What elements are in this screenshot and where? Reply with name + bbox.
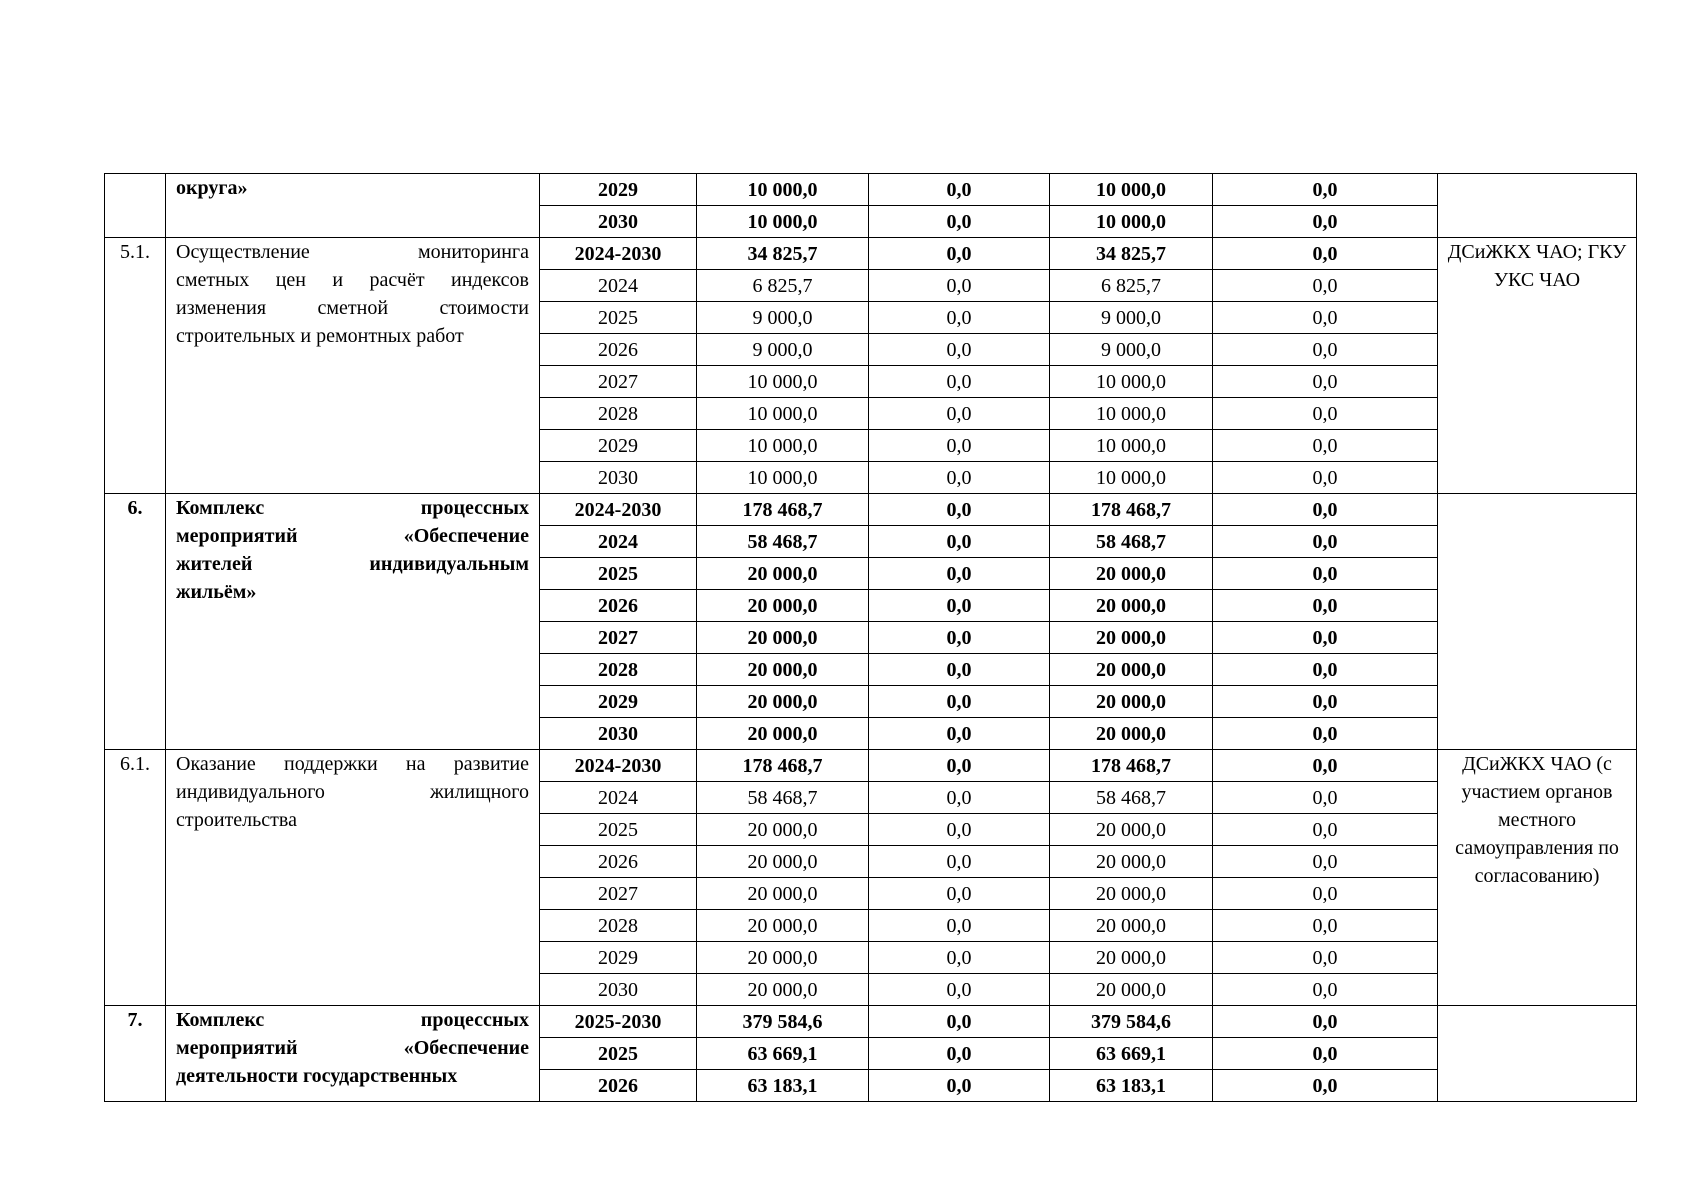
federal-budget-cell: 0,0 <box>869 814 1050 846</box>
total-amount-cell: 20 000,0 <box>697 686 869 718</box>
total-amount-cell: 10 000,0 <box>697 398 869 430</box>
regional-budget-cell: 20 000,0 <box>1050 686 1213 718</box>
federal-budget-cell: 0,0 <box>869 366 1050 398</box>
period-cell: 2026 <box>540 846 697 878</box>
item-name-line: сметных цен и расчёт индексов <box>176 269 529 291</box>
regional-budget-cell: 20 000,0 <box>1050 878 1213 910</box>
federal-budget-cell: 0,0 <box>869 494 1050 526</box>
total-amount-cell: 34 825,7 <box>697 238 869 270</box>
federal-budget-cell: 0,0 <box>869 1038 1050 1070</box>
regional-budget-cell: 9 000,0 <box>1050 302 1213 334</box>
period-cell: 2024 <box>540 270 697 302</box>
period-cell: 2027 <box>540 622 697 654</box>
federal-budget-cell: 0,0 <box>869 878 1050 910</box>
regional-budget-cell: 20 000,0 <box>1050 654 1213 686</box>
item-number: 6. <box>105 494 166 750</box>
total-amount-cell: 20 000,0 <box>697 622 869 654</box>
period-cell: 2025-2030 <box>540 1006 697 1038</box>
period-cell: 2029 <box>540 942 697 974</box>
period-cell: 2026 <box>540 590 697 622</box>
regional-budget-cell: 10 000,0 <box>1050 366 1213 398</box>
total-amount-cell: 10 000,0 <box>697 366 869 398</box>
item-name-line: изменения сметной стоимости <box>176 297 529 319</box>
federal-budget-cell: 0,0 <box>869 910 1050 942</box>
total-amount-cell: 178 468,7 <box>697 494 869 526</box>
federal-budget-cell: 0,0 <box>869 686 1050 718</box>
federal-budget-cell: 0,0 <box>869 750 1050 782</box>
regional-budget-cell: 20 000,0 <box>1050 910 1213 942</box>
item-name-line: мероприятий «Обеспечение <box>176 1037 529 1059</box>
item-name <box>166 238 540 494</box>
federal-budget-cell: 0,0 <box>869 558 1050 590</box>
period-cell: 2024 <box>540 782 697 814</box>
other-sources-cell: 0,0 <box>1213 302 1438 334</box>
total-amount-cell: 63 669,1 <box>697 1038 869 1070</box>
table-body <box>105 174 1637 1102</box>
regional-budget-cell: 20 000,0 <box>1050 814 1213 846</box>
period-cell: 2027 <box>540 878 697 910</box>
table-row <box>105 494 1637 526</box>
other-sources-cell: 0,0 <box>1213 1038 1438 1070</box>
item-number: 5.1. <box>105 238 166 494</box>
total-amount-cell: 58 468,7 <box>697 782 869 814</box>
period-cell: 2025 <box>540 1038 697 1070</box>
regional-budget-cell: 20 000,0 <box>1050 622 1213 654</box>
regional-budget-cell: 20 000,0 <box>1050 846 1213 878</box>
total-amount-cell: 20 000,0 <box>697 814 869 846</box>
other-sources-cell: 0,0 <box>1213 462 1438 494</box>
period-cell: 2028 <box>540 398 697 430</box>
federal-budget-cell: 0,0 <box>869 206 1050 238</box>
item-number <box>105 174 166 238</box>
other-sources-cell: 0,0 <box>1213 366 1438 398</box>
other-sources-cell: 0,0 <box>1213 558 1438 590</box>
other-sources-cell: 0,0 <box>1213 718 1438 750</box>
period-cell: 2024-2030 <box>540 494 697 526</box>
federal-budget-cell: 0,0 <box>869 942 1050 974</box>
other-sources-cell: 0,0 <box>1213 590 1438 622</box>
total-amount-cell: 20 000,0 <box>697 558 869 590</box>
period-cell: 2026 <box>540 334 697 366</box>
executor-cell <box>1438 174 1637 238</box>
item-name-line: Комплекс процессных <box>176 497 529 519</box>
period-cell: 2028 <box>540 910 697 942</box>
regional-budget-cell: 10 000,0 <box>1050 174 1213 206</box>
total-amount-cell: 20 000,0 <box>697 942 869 974</box>
period-cell: 2029 <box>540 686 697 718</box>
regional-budget-cell: 63 669,1 <box>1050 1038 1213 1070</box>
other-sources-cell: 0,0 <box>1213 814 1438 846</box>
other-sources-cell: 0,0 <box>1213 206 1438 238</box>
federal-budget-cell: 0,0 <box>869 526 1050 558</box>
item-name-line: жителей индивидуальным <box>176 553 529 575</box>
other-sources-cell: 0,0 <box>1213 174 1438 206</box>
total-amount-cell: 10 000,0 <box>697 206 869 238</box>
item-number: 6.1. <box>105 750 166 1006</box>
regional-budget-cell: 34 825,7 <box>1050 238 1213 270</box>
federal-budget-cell: 0,0 <box>869 846 1050 878</box>
federal-budget-cell: 0,0 <box>869 622 1050 654</box>
federal-budget-cell: 0,0 <box>869 398 1050 430</box>
other-sources-cell: 0,0 <box>1213 910 1438 942</box>
total-amount-cell: 20 000,0 <box>697 718 869 750</box>
period-cell: 2025 <box>540 302 697 334</box>
total-amount-cell: 20 000,0 <box>697 654 869 686</box>
other-sources-cell: 0,0 <box>1213 846 1438 878</box>
regional-budget-cell: 20 000,0 <box>1050 974 1213 1006</box>
other-sources-cell: 0,0 <box>1213 270 1438 302</box>
total-amount-cell: 6 825,7 <box>697 270 869 302</box>
period-cell: 2024-2030 <box>540 238 697 270</box>
regional-budget-cell: 10 000,0 <box>1050 462 1213 494</box>
total-amount-cell: 9 000,0 <box>697 302 869 334</box>
total-amount-cell: 58 468,7 <box>697 526 869 558</box>
total-amount-cell: 20 000,0 <box>697 590 869 622</box>
executor-cell <box>1438 1006 1637 1102</box>
federal-budget-cell: 0,0 <box>869 302 1050 334</box>
item-name-line: деятельности государственных <box>176 1065 458 1087</box>
total-amount-cell: 178 468,7 <box>697 750 869 782</box>
item-name-line: жильём» <box>176 581 257 603</box>
total-amount-cell: 20 000,0 <box>697 974 869 1006</box>
period-cell: 2025 <box>540 558 697 590</box>
total-amount-cell: 63 183,1 <box>697 1070 869 1102</box>
period-cell: 2030 <box>540 974 697 1006</box>
federal-budget-cell: 0,0 <box>869 270 1050 302</box>
regional-budget-cell: 10 000,0 <box>1050 398 1213 430</box>
total-amount-cell: 10 000,0 <box>697 174 869 206</box>
item-name-line: строительства <box>176 809 297 831</box>
item-name-line: мероприятий «Обеспечение <box>176 525 529 547</box>
other-sources-cell: 0,0 <box>1213 430 1438 462</box>
regional-budget-cell: 10 000,0 <box>1050 430 1213 462</box>
item-name <box>166 174 540 238</box>
regional-budget-cell: 10 000,0 <box>1050 206 1213 238</box>
period-cell: 2028 <box>540 654 697 686</box>
other-sources-cell: 0,0 <box>1213 750 1438 782</box>
other-sources-cell: 0,0 <box>1213 238 1438 270</box>
item-name-line: Осуществление мониторинга <box>176 241 529 263</box>
executor-cell <box>1438 494 1637 750</box>
regional-budget-cell: 20 000,0 <box>1050 942 1213 974</box>
federal-budget-cell: 0,0 <box>869 1070 1050 1102</box>
other-sources-cell: 0,0 <box>1213 494 1438 526</box>
other-sources-cell: 0,0 <box>1213 878 1438 910</box>
federal-budget-cell: 0,0 <box>869 174 1050 206</box>
other-sources-cell: 0,0 <box>1213 974 1438 1006</box>
item-number: 7. <box>105 1006 166 1102</box>
regional-budget-cell: 379 584,6 <box>1050 1006 1213 1038</box>
item-name-line: Оказание поддержки на развитие <box>176 753 529 775</box>
regional-budget-cell: 20 000,0 <box>1050 590 1213 622</box>
total-amount-cell: 9 000,0 <box>697 334 869 366</box>
regional-budget-cell: 20 000,0 <box>1050 718 1213 750</box>
federal-budget-cell: 0,0 <box>869 334 1050 366</box>
other-sources-cell: 0,0 <box>1213 1070 1438 1102</box>
total-amount-cell: 10 000,0 <box>697 430 869 462</box>
federal-budget-cell: 0,0 <box>869 462 1050 494</box>
federal-budget-cell: 0,0 <box>869 974 1050 1006</box>
executor-cell: ДСиЖКХ ЧАО (с участием органов местного самоуправления по согласованию) <box>1438 750 1637 1006</box>
period-cell: 2029 <box>540 430 697 462</box>
period-cell: 2024 <box>540 526 697 558</box>
table-row <box>105 174 1637 206</box>
period-cell: 2026 <box>540 1070 697 1102</box>
regional-budget-cell: 178 468,7 <box>1050 750 1213 782</box>
federal-budget-cell: 0,0 <box>869 590 1050 622</box>
federal-budget-cell: 0,0 <box>869 654 1050 686</box>
total-amount-cell: 20 000,0 <box>697 878 869 910</box>
federal-budget-cell: 0,0 <box>869 238 1050 270</box>
period-cell: 2025 <box>540 814 697 846</box>
table-row <box>105 750 1637 782</box>
regional-budget-cell: 63 183,1 <box>1050 1070 1213 1102</box>
item-name-line: строительных и ремонтных работ <box>176 325 464 347</box>
other-sources-cell: 0,0 <box>1213 334 1438 366</box>
table-row <box>105 1006 1637 1038</box>
other-sources-cell: 0,0 <box>1213 686 1438 718</box>
item-name-line: индивидуального жилищного <box>176 781 529 803</box>
financing-table <box>104 173 1637 1102</box>
other-sources-cell: 0,0 <box>1213 1006 1438 1038</box>
period-cell: 2030 <box>540 462 697 494</box>
total-amount-cell: 379 584,6 <box>697 1006 869 1038</box>
period-cell: 2027 <box>540 366 697 398</box>
regional-budget-cell: 20 000,0 <box>1050 558 1213 590</box>
other-sources-cell: 0,0 <box>1213 942 1438 974</box>
total-amount-cell: 10 000,0 <box>697 462 869 494</box>
regional-budget-cell: 178 468,7 <box>1050 494 1213 526</box>
period-cell: 2030 <box>540 206 697 238</box>
other-sources-cell: 0,0 <box>1213 526 1438 558</box>
federal-budget-cell: 0,0 <box>869 718 1050 750</box>
other-sources-cell: 0,0 <box>1213 654 1438 686</box>
item-name <box>166 494 540 750</box>
total-amount-cell: 20 000,0 <box>697 910 869 942</box>
total-amount-cell: 20 000,0 <box>697 846 869 878</box>
federal-budget-cell: 0,0 <box>869 1006 1050 1038</box>
item-name-line: округа» <box>176 177 248 199</box>
item-name <box>166 1006 540 1102</box>
regional-budget-cell: 58 468,7 <box>1050 782 1213 814</box>
regional-budget-cell: 9 000,0 <box>1050 334 1213 366</box>
item-name-line: Комплекс процессных <box>176 1009 529 1031</box>
federal-budget-cell: 0,0 <box>869 430 1050 462</box>
other-sources-cell: 0,0 <box>1213 782 1438 814</box>
federal-budget-cell: 0,0 <box>869 782 1050 814</box>
other-sources-cell: 0,0 <box>1213 398 1438 430</box>
regional-budget-cell: 58 468,7 <box>1050 526 1213 558</box>
other-sources-cell: 0,0 <box>1213 622 1438 654</box>
executor-cell: ДСиЖКХ ЧАО; ГКУ УКС ЧАО <box>1438 238 1637 494</box>
period-cell: 2030 <box>540 718 697 750</box>
regional-budget-cell: 6 825,7 <box>1050 270 1213 302</box>
period-cell: 2029 <box>540 174 697 206</box>
period-cell: 2024-2030 <box>540 750 697 782</box>
table-row <box>105 238 1637 270</box>
item-name <box>166 750 540 1006</box>
